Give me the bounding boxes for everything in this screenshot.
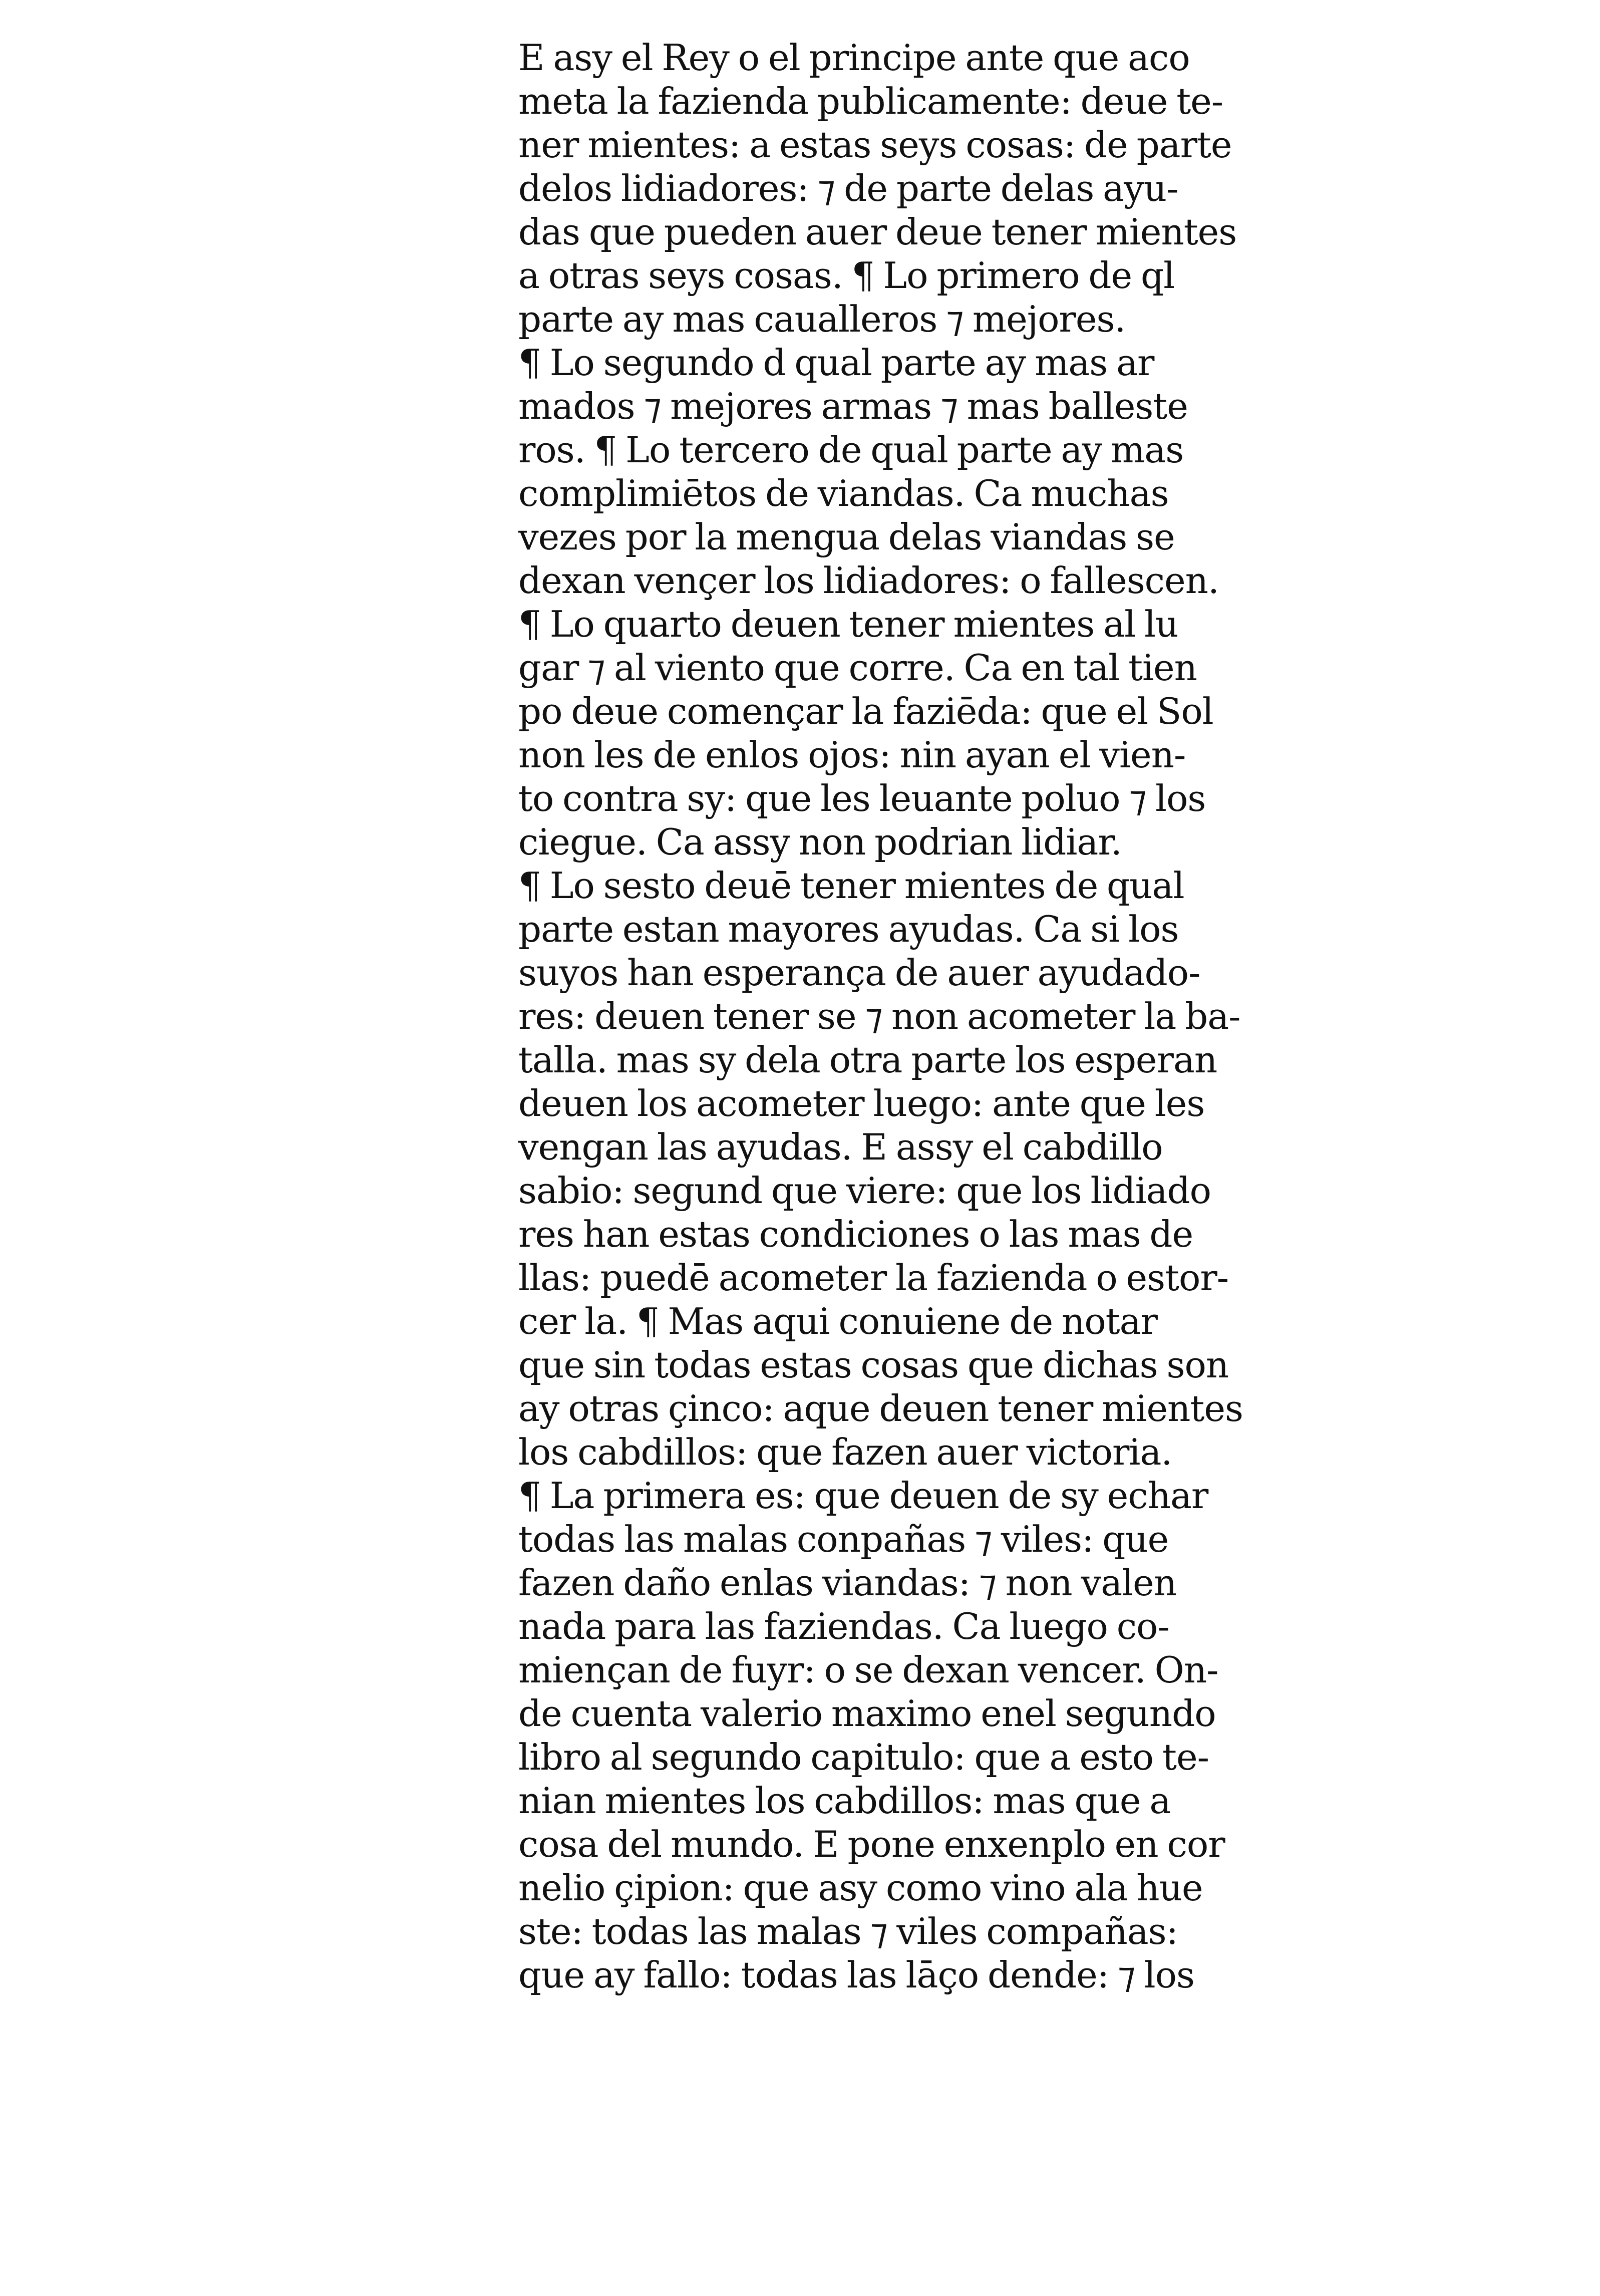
text-line: deuen los acometer luego: ante que les	[518, 1082, 1205, 1124]
text-line: nada para las faziendas. Ca luego co-	[518, 1605, 1169, 1647]
text-line: ner mientes: a estas seys cosas: de parte	[518, 124, 1232, 166]
text-line: ros. ¶ Lo tercero de qual parte ay mas	[518, 429, 1184, 471]
text-line: ¶ Lo sesto deuē tener mientes de qual	[518, 865, 1184, 907]
text-line: que sin todas estas cosas que dichas son	[518, 1344, 1229, 1386]
text-line: E asy el Rey o el principe ante que aco	[518, 37, 1190, 79]
text-line: llas: puedē acometer la fazienda o estor-	[518, 1257, 1229, 1299]
text-line: ste: todas las malas ⁊ viles compañas:	[518, 1910, 1178, 1952]
text-column	[518, 36, 1243, 1997]
text-line: complimiētos de viandas. Ca muchas	[518, 472, 1169, 514]
text-line: gar ⁊ al viento que corre. Ca en tal tien	[518, 647, 1197, 689]
text-line: suyos han esperança de auer ayudado-	[518, 952, 1200, 994]
text-line: to contra sy: que les leuante poluo ⁊ los	[518, 777, 1206, 819]
text-line: ciegue. Ca assy non podrian lidiar.	[518, 821, 1122, 863]
text-line: los cabdillos: que fazen auer victoria.	[518, 1431, 1172, 1473]
text-line: miençan de fuyr: o se dexan vencer. On-	[518, 1649, 1218, 1691]
text-line: talla. mas sy dela otra parte los esperan	[518, 1039, 1217, 1081]
text-line: res han estas condiciones o las mas de	[518, 1213, 1193, 1255]
text-line: po deue començar la faziēda: que el Sol	[518, 690, 1213, 732]
text-line: ¶ Lo quarto deuen tener mientes al lu	[518, 603, 1178, 645]
text-line: libro al segundo capitulo: que a esto te-	[518, 1736, 1209, 1778]
text-line: a otras seys cosas. ¶ Lo primero de ql	[518, 254, 1175, 297]
text-line: cosa del mundo. E pone enxenplo en cor	[518, 1823, 1225, 1865]
text-line: cer la. ¶ Mas aqui conuiene de notar	[518, 1300, 1157, 1342]
text-line: de cuenta valerio maximo enel segundo	[518, 1692, 1216, 1735]
text-line: ¶ La primera es: que deuen de sy echar	[518, 1475, 1208, 1517]
text-line: meta la fazienda publicamente: deue te-	[518, 80, 1223, 122]
text-line: fazen daño enlas viandas: ⁊ non valen	[518, 1562, 1177, 1604]
text-line: mados ⁊ mejores armas ⁊ mas balleste	[518, 385, 1188, 427]
text-line: todas las malas conpañas ⁊ viles: que	[518, 1518, 1169, 1560]
text-line: que ay fallo: todas las lāço dende: ⁊ los	[518, 1954, 1194, 1996]
text-line: parte ay mas caualleros ⁊ mejores.	[518, 298, 1126, 340]
text-line: nelio çipion: que asy como vino ala hue	[518, 1867, 1203, 1909]
text-line: parte estan mayores ayudas. Ca si los	[518, 908, 1179, 950]
text-line: sabio: segund que viere: que los lidiado	[518, 1170, 1211, 1212]
text-line: res: deuen tener se ⁊ non acometer la ba-	[518, 995, 1240, 1037]
text-line: vezes por la mengua delas viandas se	[518, 516, 1175, 558]
text-line: vengan las ayudas. E assy el cabdillo	[518, 1126, 1163, 1168]
text-line: dexan vençer los lidiadores: o fallescen.	[518, 559, 1219, 602]
text-line: delos lidiadores: ⁊ de parte delas ayu-	[518, 167, 1178, 209]
text-line: das que pueden auer deue tener mientes	[518, 211, 1237, 253]
text-line: nian mientes los cabdillos: mas que a	[518, 1780, 1171, 1822]
text-line: ay otras çinco: aque deuen tener mientes	[518, 1387, 1243, 1429]
text-line: non les de enlos ojos: nin ayan el vien-	[518, 734, 1186, 776]
text-line: ¶ Lo segundo d qual parte ay mas ar	[518, 342, 1154, 384]
